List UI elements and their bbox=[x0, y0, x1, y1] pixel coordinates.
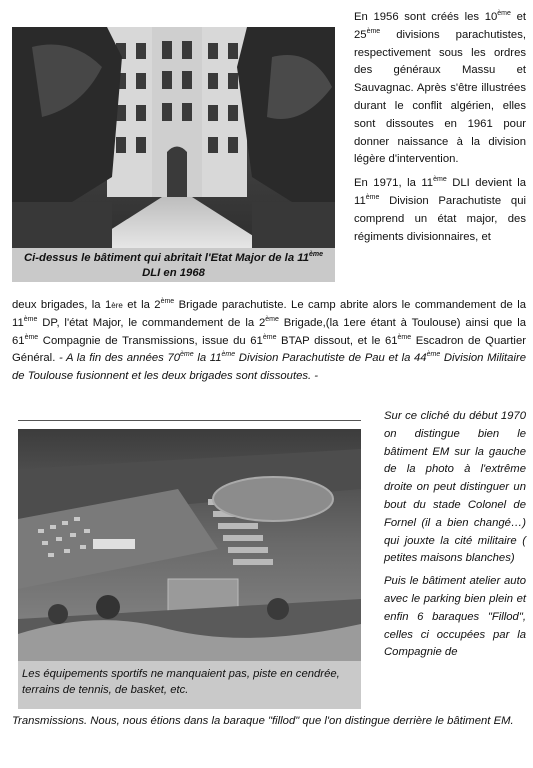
em-building-caption bbox=[12, 248, 335, 282]
paragraph-1971-full: deux brigades, la 1ère et la 2ème Brigade parachutiste. Le camp abrite alors le commandement de la 11ème DP, l'état Major, le commandement de la 2ème Brigade,(la 1ere étant à Toulouse) ainsi que la 61ème Compagnie de Transmissions, issue du 61ème BTAP dissout, et le 61ème Escadron de Quartier Général. - A la fin des années 70ème la 11ème Division Parachutiste de Pau et la 44ème Division Militaire de Toulouse fusionnent et les deux brigades sont dissoutes. - bbox=[12, 298, 527, 383]
aerial-photo bbox=[18, 429, 361, 661]
photo-top-rule bbox=[18, 420, 361, 421]
right-column-top bbox=[354, 9, 526, 246]
caption-text-sup: ème bbox=[308, 251, 323, 258]
caption-text-num: 11 bbox=[297, 252, 309, 264]
paragraph-1956: En 1956 sont créés les 10ème et 25ème divisions parachutistes, respectivement sous les ordres des généraux Massu et Sauvagnac. Après s'être illustrées durant le conflit algérien, elles sont dissoutes en 1961 pour donner naissance à la division légère d'intervention. bbox=[354, 10, 526, 166]
paragraph-1971-top: En 1971, la 11ème DLI devient la 11ème Division Parachutiste qui comprend un état major, des régiments divisionnaires, et bbox=[354, 176, 526, 243]
paragraph-fusion: - A la fin des années 70ème la 11ème Division Parachutiste de Pau et la 44ème Division Militaire de Toulouse fusionnent et les deux brigades sont dissoutes. - bbox=[12, 351, 527, 383]
right-column-bottom bbox=[384, 408, 526, 662]
paragraph-cliche: Sur ce cliché du début 1970 on distingue bien le bâtiment EM sur la gauche de la photo à l'extrême droite on peut distinguer un bout du stade Colonel de Fornel (il a bien changé…) qui jouxte la cité militaire ( petites maisons blanches) bbox=[384, 410, 526, 565]
caption-text-part1: Ci-dessus le bâtiment qui abritait l'Etat Major de la bbox=[24, 252, 298, 264]
paragraph-atelier: Puis le bâtiment atelier auto avec le parking bien plein et enfin 6 baraques "Fillod", celles ci occupées par la Compagnie de bbox=[384, 575, 526, 659]
paragraph-transmissions: Transmissions. Nous, nous étions dans la baraque "fillod" que l'on distingue derrière le bâtiment EM. bbox=[12, 715, 514, 727]
aerial-caption: Les équipements sportifs ne manquaient pas, piste en cendrée, terrains de tennis, de basket, etc. bbox=[18, 661, 361, 709]
caption-text-part2: DLI en 1968 bbox=[142, 267, 205, 279]
aerial-image bbox=[18, 429, 361, 661]
em-building-photo bbox=[12, 27, 335, 248]
em-building-image bbox=[12, 27, 335, 248]
